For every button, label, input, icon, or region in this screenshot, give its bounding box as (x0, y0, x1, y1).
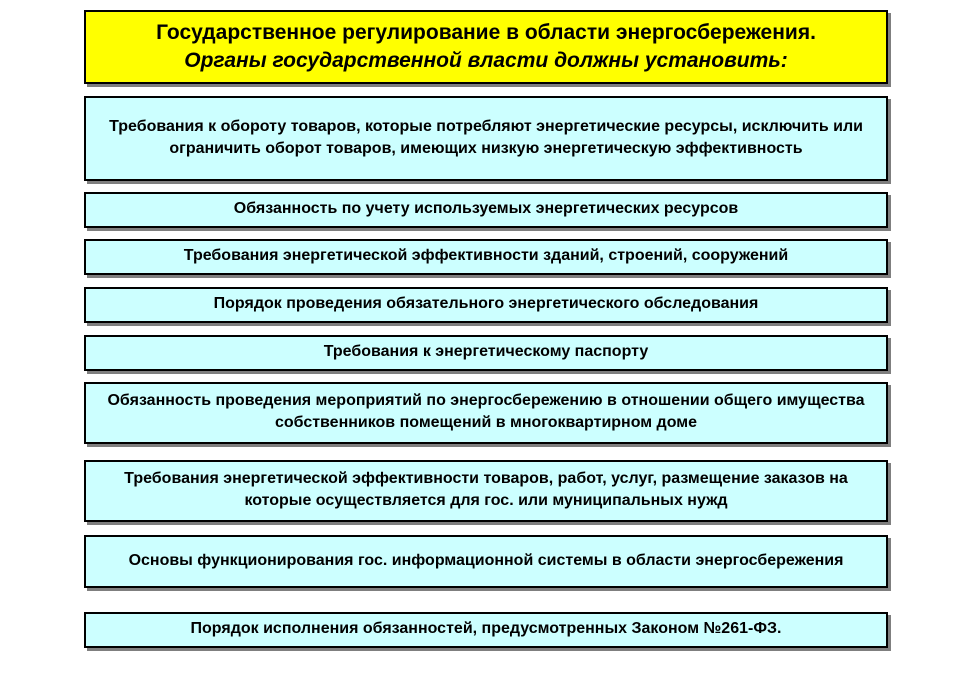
item-box-energy-audit (84, 287, 888, 323)
item-text: Требования к энергетическому паспорту (323, 343, 649, 360)
item-text: Основы функционирования гос. информационной системы в области энергосбережения (128, 551, 844, 569)
item-text: Обязанность по учету используемых энергетических ресурсов (233, 200, 739, 217)
title-line: Государственное регулирование в области энергосбережения. (156, 21, 816, 44)
subtitle-line: Органы государственной власти должны установить: (184, 49, 788, 72)
item-text: Требования к обороту товаров, которые потребляют энергетические ресурсы, исключить или ограничить оборот товаров, имеющих низкую энергетическую эффективность (109, 117, 863, 157)
item-box-resource-accounting (84, 192, 888, 228)
item-box-information-system (84, 535, 888, 588)
item-text: Обязанность проведения мероприятий по энергосбережению в отношении общего имущества собственников помещений в многоквартирном доме (107, 392, 865, 431)
item-box-apartment-measures (84, 382, 888, 444)
item-box-energy-passport (84, 335, 888, 371)
title-box (84, 10, 888, 84)
item-box-law-261 (84, 612, 888, 648)
item-box-goods-turnover (84, 96, 888, 181)
item-text: Порядок исполнения обязанностей, предусмотренных Законом №261-ФЗ. (190, 620, 782, 637)
item-text: Требования энергетической эффективности зданий, строений, сооружений (183, 247, 789, 264)
item-text: Требования энергетической эффективности товаров, работ, услуг, размещение заказов на которые осуществляется для гос. или муниципальных нужд (124, 470, 848, 509)
item-text: Порядок проведения обязательного энергетического обследования (213, 295, 759, 312)
item-box-building-efficiency (84, 239, 888, 275)
item-box-procurement-efficiency (84, 460, 888, 522)
